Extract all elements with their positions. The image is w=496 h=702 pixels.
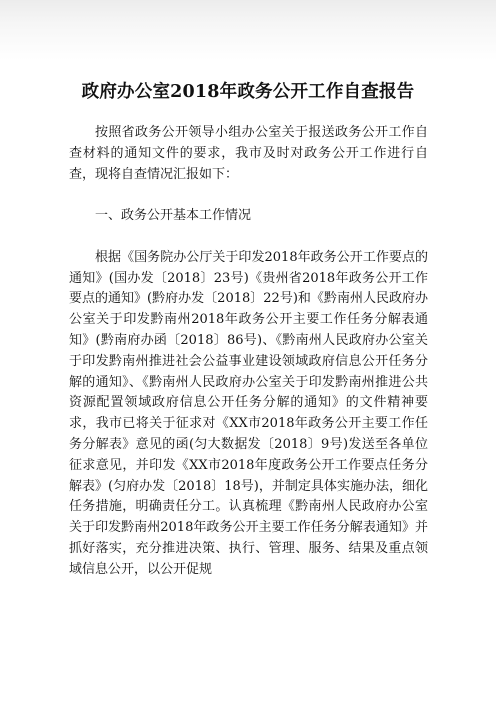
intro-paragraph: 按照省政务公开领导小组办公室关于报送政务公开工作自查材料的通知文件的要求，我市及时对政务公开工作进行自查，现将自查情况汇报如下： [69, 125, 428, 182]
document-title: 政府办公室2018年政务公开工作自查报告 [81, 82, 415, 102]
section-heading: 一、政务公开基本工作情况 [95, 208, 252, 224]
page-header-shade [0, 0, 496, 60]
document-body [69, 123, 428, 581]
section-paragraph: 根据《国务院办公厅关于印发2018年政务公开工作要点的通知》(国办发〔2018〕23号)《贵州省2018年政务公开工作要点的通知》(黔府办发〔2018〕22号)和《黔南州人民政府办公室关于印发黔南州2018年政务公开主要工作任务分解表通知》(黔南府办函〔2018〕86号)、《黔南州人民政府办公室关于印发黔南州推进社会公益事业建设领域政府信息公开任务分解的通知》、《黔南州人民政府办公室关于印发黔南州推进公共资源配置领域政府信息公开任务分解的通知》的文件精神要求，我市已将关于征求对《XX市2018年政务公开主要工作任务分解表》意见的函(匀大数据发〔2018〕9号)发送至各单位征求意见，并印发《XX市2018年度政务公开工作要点任务分解表》(匀府办发〔2018〕18号)，并制定具体实施办法，细化任务措施，明确责任分工。认真梳理《黔南州人民政府办公室关于印发黔南州2018年政务公开主要工作任务分解表通知》并抓好落实，充分推进决策、执行、管理、服务、结果及重点领域信息公开，以公开促规 [69, 249, 428, 577]
